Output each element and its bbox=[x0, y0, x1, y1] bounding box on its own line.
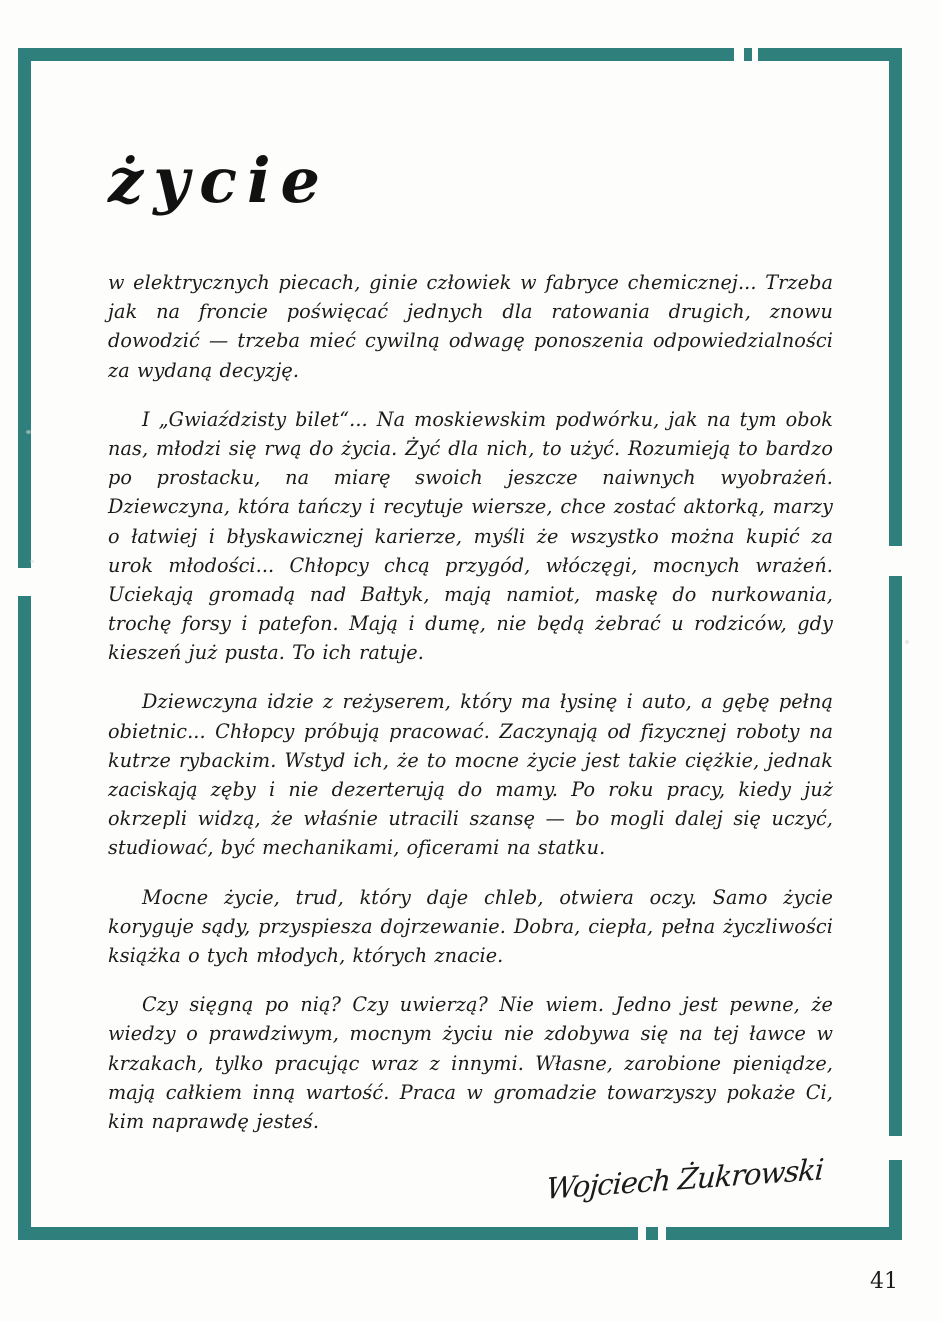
frame-notch-top bbox=[744, 48, 752, 61]
paragraph: I „Gwiaździsty bilet“... Na moskiewskim podwórku, jak na tym obok nas, młodzi się rwą do życia. Żyć dla nich, to użyć. Rozumieją to bardzo po prostacku, na miarę swoich jeszcze naiwnych wyobrażeń. Dziewczyna, która tańczy i recytuje wiersze, chce zostać aktorką, marzy o łatwiej i błyskawicznej karierze, myśli że wszystko można kupić za urok młodości... Chłopcy chcą przygód, włóczęgi, mocnych wrażeń. Uciekają gromadą nad Bałtyk, mają namiot, maskę do nurkowania, trochę forsy i patefon. Mają i dumę, nie będą żebrać u rodziców, gdy kieszeń już pusta. To ich ratuje. bbox=[108, 407, 833, 665]
author-signature: Wojciech Żukrowski bbox=[544, 1152, 824, 1206]
article-body bbox=[108, 268, 833, 1136]
frame-bar-top-right bbox=[758, 48, 902, 61]
article-title: życie bbox=[108, 144, 330, 217]
frame-bar-left-bottom bbox=[18, 596, 31, 1240]
article-content bbox=[108, 144, 833, 1252]
signature-area bbox=[108, 1152, 833, 1252]
frame-bar-right-bottom bbox=[889, 1160, 902, 1240]
paragraph: Czy sięgną po nią? Czy uwierzą? Nie wiem. Jedno jest pewne, że wiedzy o prawdziwym, mocnym życiu nie zdobywa się na tej ławce w krzakach, tylko pracując wraz z innymi. Własne, zarobione pieniądze, mają całkiem inną wartość. Praca w gromadzie towarzyszy pokaże Ci, kim naprawdę jesteś. bbox=[108, 993, 833, 1133]
paragraph: Dziewczyna idzie z reżyserem, który ma łysinę i auto, a gębę pełną obietnic... Chłopcy próbują pracować. Zaczynają od fizycznej roboty na kutrze rybackim. Wstyd ich, że to mocne życie jest takie ciężkie, jednak zaciskają zęby i nie dezerterują do mamy. Po roku pracy, kiedy już okrzepli widzą, że właśnie utracili szansę — bo mogli dalej się uczyć, studiować, być mechanikami, oficerami na statku. bbox=[108, 690, 833, 860]
paragraph: w elektrycznych piecach, ginie człowiek w fabryce chemicznej... Trzeba jak na froncie poświęcać jednych dla ratowania drugich, znowu dowodzić — trzeba mieć cywilną odwagę ponoszenia odpowiedzialności za wydaną decyzję. bbox=[108, 271, 833, 382]
frame-bar-right-top bbox=[889, 48, 902, 546]
paragraph: Mocne życie, trud, który daje chleb, otwiera oczy. Samo życie koryguje sądy, przyspiesza dojrzewanie. Dobra, ciepła, pełna życzliwości książka o tych młodych, których znacie. bbox=[108, 885, 833, 967]
paper-speckle bbox=[905, 640, 909, 644]
paper-speckle bbox=[30, 560, 34, 563]
frame-bar-right-middle bbox=[889, 576, 902, 1136]
frame-bar-left-top bbox=[18, 48, 31, 568]
frame-bar-top-left bbox=[18, 48, 734, 61]
page-number: 41 bbox=[870, 1269, 898, 1294]
paper-speckle bbox=[26, 430, 31, 434]
